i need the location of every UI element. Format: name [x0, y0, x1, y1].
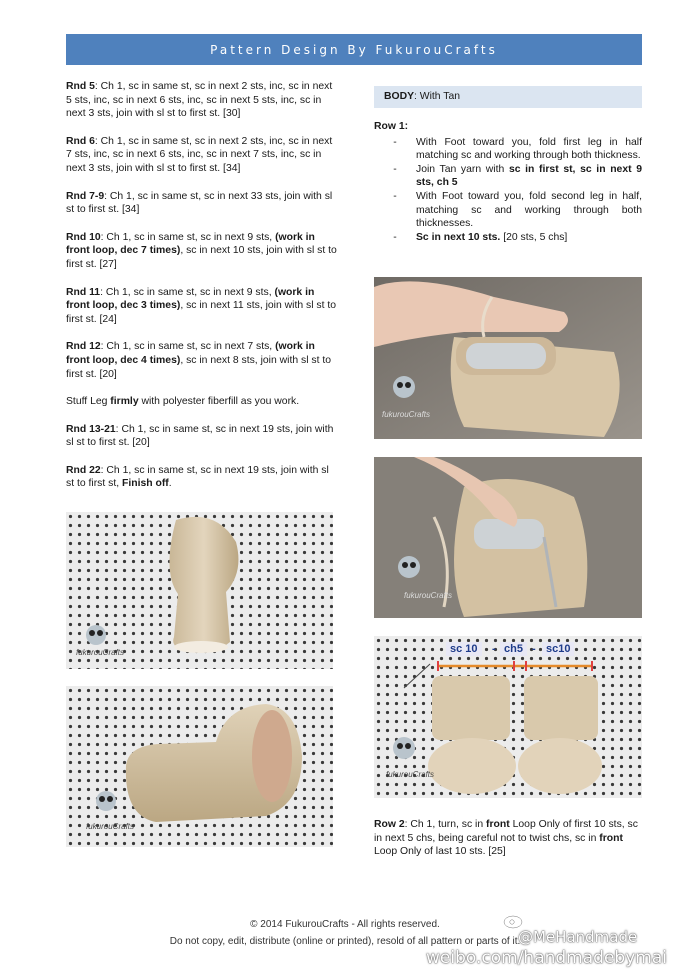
rnd-bold-text: firmly — [110, 396, 139, 408]
page-header-title: Pattern Design By FukurouCrafts — [210, 42, 498, 57]
label-separator: - — [492, 643, 496, 655]
photo-watermark: fukurouCrafts — [76, 648, 125, 657]
weibo-icon — [502, 910, 524, 930]
step-text — [416, 163, 642, 190]
photo-watermark: fukurouCrafts — [86, 822, 135, 831]
rnd-22-paragraph — [66, 464, 338, 491]
list-item — [374, 190, 642, 231]
rnd-label: Rnd 10 — [66, 231, 101, 243]
step-bold-text: Sc in next 10 sts. — [416, 231, 501, 243]
rnd-7-9-paragraph — [66, 190, 338, 217]
list-item — [374, 163, 642, 190]
step-dash: - — [393, 136, 397, 148]
rnd-text: . — [168, 478, 172, 490]
photo-leg-upright — [66, 512, 333, 669]
body-section-label: BODY — [384, 91, 415, 103]
photo-watermark: fukurouCrafts — [404, 591, 453, 600]
rnd-text: : Ch 1, sc in same st, sc in next 19 sts, join with sl st to first st. [20] — [66, 423, 334, 449]
rnd-10-paragraph — [66, 231, 338, 272]
list-item — [374, 136, 642, 163]
row-2-label: Row 2 — [374, 819, 405, 830]
rnd-bold-text: (work in front loop, dec 7 times) — [66, 231, 315, 257]
body-section-bar — [374, 86, 642, 108]
rnd-text: : Ch 1, sc in same st, sc in next 2 sts, inc, sc in next 7 sts, inc, sc in next 6 sts, inc, sc in next 7 sts, inc, sc in next 3 sts, join with sl st to first st. [34] — [66, 135, 333, 174]
step-text: With Foot toward you, fold second leg in half, matching sc and working through both thicknesses. — [416, 190, 642, 230]
rnd-text: , sc in next 10 sts, join with sl st to first st. [27] — [66, 245, 337, 270]
rnd-13-21-paragraph — [66, 423, 338, 450]
photo-watermark: fukurouCrafts — [386, 770, 435, 779]
left-column — [66, 80, 338, 505]
label-sc10-last: sc10 — [542, 642, 574, 656]
page-header — [66, 34, 642, 65]
rnd-label: Rnd 22 — [66, 464, 101, 476]
rnd-label: Rnd 6 — [66, 135, 95, 147]
row-2-paragraph — [374, 818, 642, 859]
rnd-text: : Ch 1, sc in same st, sc in next 33 sts, join with sl st to first st. [34] — [66, 190, 333, 216]
watermark-url: weibo.com/handmadebymai — [426, 948, 667, 968]
row-1-colon: : — [404, 121, 409, 132]
rnd-label: Rnd 11 — [66, 286, 101, 298]
photo-fold-first-leg — [374, 277, 642, 439]
list-item — [374, 231, 642, 245]
photo-leg-side — [66, 686, 333, 847]
rnd-bold-text: Finish off — [122, 478, 169, 490]
step-dash: - — [393, 163, 397, 175]
row-2-text: : Ch 1, turn, sc in — [404, 819, 487, 830]
rnd-label: Rnd 5 — [66, 81, 95, 92]
step-dash: - — [393, 231, 397, 243]
step-text-part: Join Tan yarn with — [416, 163, 509, 175]
rnd-label: Rnd 12 — [66, 341, 101, 353]
row-1-title — [374, 120, 642, 134]
photo-watermark: fukurouCrafts — [382, 410, 431, 419]
row-1-label: Row 1 — [374, 121, 405, 132]
rnd-6-paragraph — [66, 135, 338, 176]
photo-join-yarn — [374, 457, 642, 618]
row-2-bold: front — [486, 819, 510, 830]
row-2-bold: front — [599, 832, 623, 844]
rnd-text: with polyester fiberfill as you work. — [138, 396, 300, 408]
rnd-text: : Ch 1, sc in same st, sc in next 9 sts, — [100, 286, 275, 298]
rnd-11-paragraph — [66, 286, 338, 327]
rnd-text: : Ch 1, sc in same st, sc in next 19 sts, join with sl st to first st, — [66, 464, 329, 490]
rnd-12-paragraph — [66, 340, 338, 381]
usage-notice-line: Do not copy, edit, distribute (online or printed), resold of all pattern or parts of it. — [169, 936, 521, 947]
rnd-5-paragraph — [66, 80, 338, 121]
rnd-label: Rnd 13-21 — [66, 423, 116, 435]
rnd-text: : Ch 1, sc in same st, sc in next 2 sts, inc, sc in next 5 sts, inc, sc in next 6 sts, inc, sc in next 5 sts, inc, sc in next 3 sts, join with sl st to first st. [30] — [66, 81, 333, 120]
row-1-steps — [374, 136, 642, 245]
rnd-text: , sc in next 11 sts, join with sl st to first st. [24] — [66, 300, 337, 325]
rnd-text: Stuff Leg — [66, 396, 111, 408]
stuff-leg-paragraph — [66, 395, 338, 409]
label-separator: - — [532, 643, 536, 655]
step-bold-text: sc in first st, sc in next 9 sts, ch 5 — [416, 163, 642, 189]
step-text — [416, 231, 642, 245]
rnd-text: , sc in next 8 sts, join with sl st to first st. [20] — [66, 354, 332, 380]
rnd-bold-text: (work in front loop, dec 4 times) — [66, 341, 315, 366]
rnd-label: Rnd 7-9 — [66, 190, 105, 202]
photo-legs-labeled — [374, 636, 642, 798]
copyright-line: © 2014 FukurouCrafts - All rights reserved. — [250, 919, 440, 930]
step-text-part: [20 sts, 5 chs] — [500, 231, 568, 243]
rnd-text: : Ch 1, sc in same st, sc in next 9 sts, — [100, 231, 276, 243]
body-section-text: : With Tan — [414, 91, 461, 103]
row-2-text: Loop Only of first 10 sts, sc in next 5 chs, being careful not to twist chs, sc in — [374, 819, 638, 844]
step-text: With Foot toward you, fold first leg in half matching sc and working through both thickness. — [416, 136, 642, 162]
label-ch5: ch5 — [500, 642, 527, 656]
right-column — [374, 86, 642, 244]
label-sc10-first: sc 10 — [446, 642, 482, 656]
step-dash: - — [393, 190, 397, 202]
rnd-bold-text: (work in front loop, dec 3 times) — [66, 286, 315, 312]
watermark-handle: @MeHandmade — [518, 928, 638, 946]
row-2-text: Loop Only of last 10 sts. [25] — [374, 846, 506, 858]
rnd-text: : Ch 1, sc in same st, sc in next 7 sts, — [100, 341, 276, 353]
